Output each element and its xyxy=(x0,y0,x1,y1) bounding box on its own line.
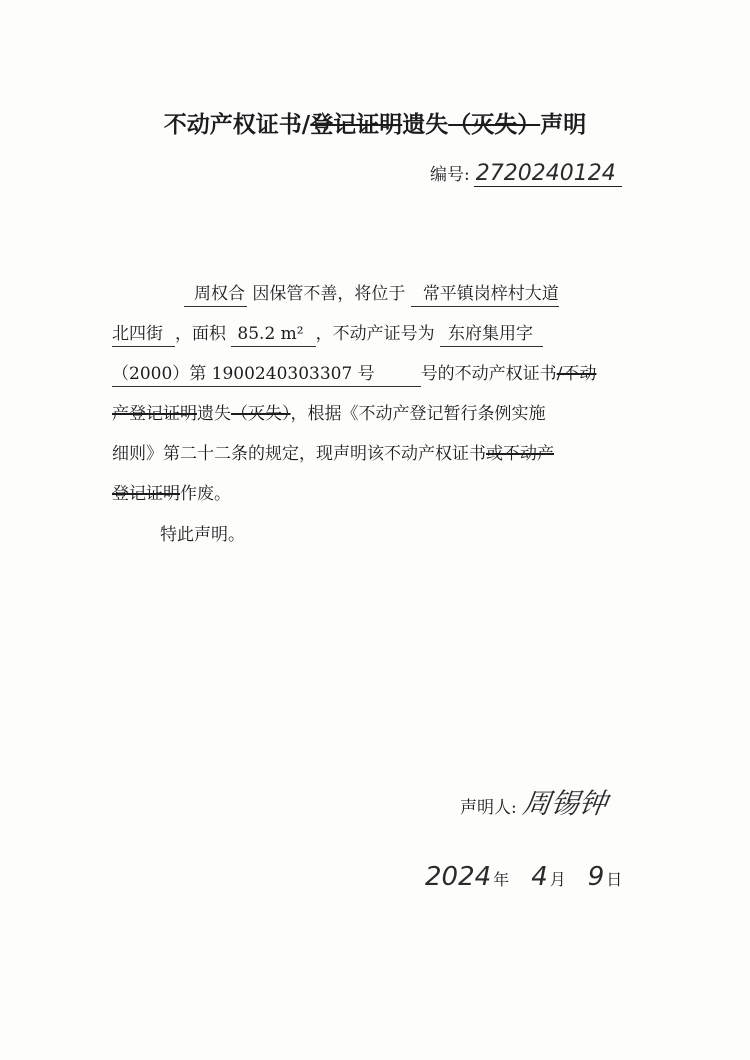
date-block xyxy=(425,862,622,892)
cert-number-part-2: （2000）第 1900240303307 号 xyxy=(112,363,421,387)
body-line-4 xyxy=(112,394,652,434)
cert-number-part-1: 东府集用字 xyxy=(440,323,543,347)
area-value: 85.2 m² xyxy=(231,323,315,347)
title-lost: 遗失 xyxy=(402,111,449,138)
text-lost: 遗失 xyxy=(197,404,231,424)
struck-text-1b: 产登记证明 xyxy=(112,404,197,424)
signature-block xyxy=(460,782,607,822)
struck-text-3a: 或不动产 xyxy=(486,444,554,464)
body-line-5 xyxy=(112,434,652,474)
struck-text-1a: /不动 xyxy=(556,364,597,384)
declaration-body xyxy=(112,274,652,514)
struck-text-2: （灭失） xyxy=(231,404,291,424)
title-declaration: 声明 xyxy=(540,111,587,138)
text-void: 作废。 xyxy=(180,484,231,504)
title-main: 不动产权证书 xyxy=(163,111,302,138)
title-struck-destroyed: （灭失） xyxy=(448,111,541,138)
document-number xyxy=(430,160,622,187)
date-year-unit: 年 xyxy=(493,870,510,889)
cert-label: ，不动产证号为 xyxy=(315,324,435,344)
date-month: 4 xyxy=(531,862,548,892)
date-month-unit: 月 xyxy=(549,870,566,889)
body-line-1 xyxy=(112,274,652,314)
location-part-1: 常平镇岗梓村大道 xyxy=(411,283,559,307)
body-line-3 xyxy=(112,354,652,394)
number-value: 2720240124 xyxy=(474,162,622,187)
body-line-2 xyxy=(112,314,652,354)
text-basis-2: 细则》第二十二条的规定，现声明该不动产权证书 xyxy=(112,444,486,464)
owner-name: 周权合 xyxy=(184,283,247,307)
number-label: 编号: xyxy=(430,165,470,185)
signature-label: 声明人: xyxy=(460,798,517,818)
struck-text-3b: 登记证明 xyxy=(112,484,180,504)
title-slash: / xyxy=(301,111,311,138)
text-after-name: 因保管不善，将位于 xyxy=(252,284,406,304)
text-basis: ，根据《不动产登记暂行条例实施 xyxy=(290,404,546,424)
date-day-unit: 日 xyxy=(606,870,623,889)
signature-name: 周锡钟 xyxy=(520,787,609,820)
document-title xyxy=(0,106,750,139)
date-year: 2024 xyxy=(425,862,492,892)
area-label: ，面积 xyxy=(175,324,226,344)
location-part-2: 北四街 xyxy=(112,323,175,347)
closing-statement: 特此声明。 xyxy=(160,525,245,545)
text-after-cert: 号的不动产权证书 xyxy=(420,364,557,384)
date-day: 9 xyxy=(587,862,605,892)
body-line-6 xyxy=(112,474,652,514)
title-struck-certificate: 登记证明 xyxy=(310,111,403,138)
